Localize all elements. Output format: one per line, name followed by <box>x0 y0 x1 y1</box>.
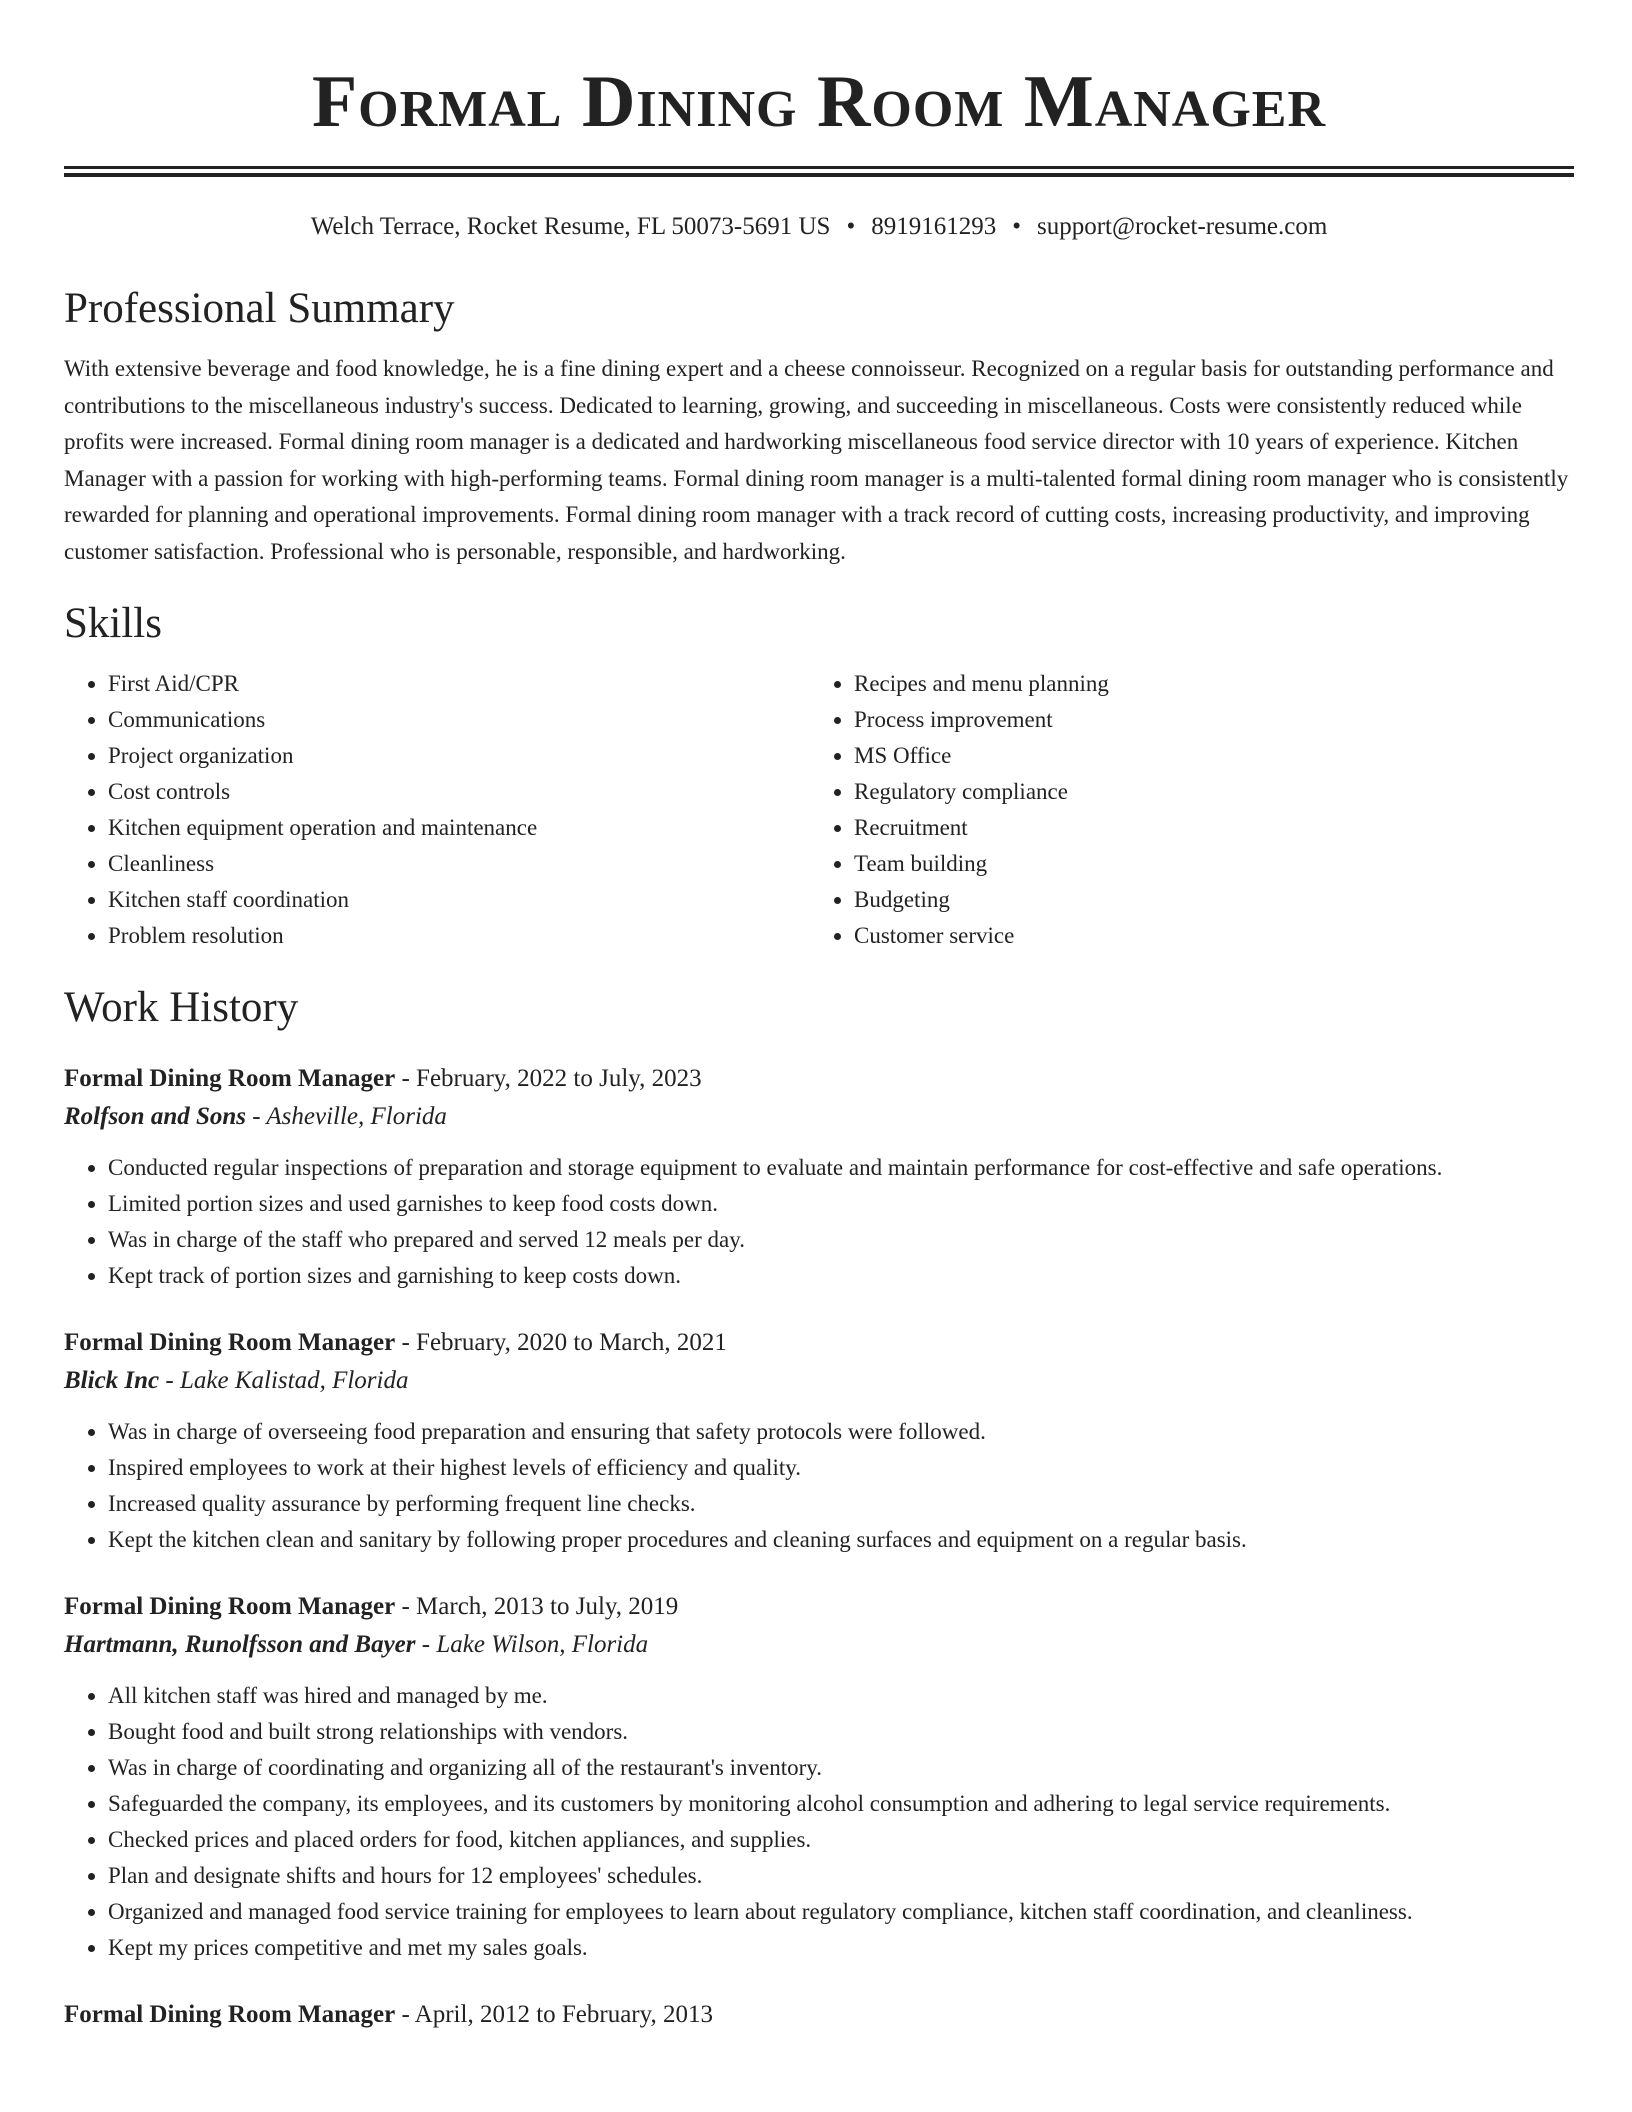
job-heading: Formal Dining Room Manager - February, 2022 to July, 2023 <box>64 1065 702 1092</box>
job-role: Formal Dining Room Manager <box>64 1065 396 1092</box>
contact-address: Welch Terrace, Rocket Resume, FL 50073-5691 US <box>310 213 831 240</box>
job-entry-1 <box>64 1060 1574 1294</box>
job-role: Formal Dining Room Manager <box>64 1329 396 1356</box>
section-title-work-history: Work History <box>64 984 299 1031</box>
job-bullet: • Organized and managed food service training for employees to learn about regulatory compliance, kitchen staff coordination, and cleanliness. <box>108 1894 1574 1930</box>
job-bullets <box>64 1414 1574 1558</box>
contact-phone: 8919161293 <box>871 213 997 240</box>
job-bullet: • Safeguarded the company, its employees, and its customers by monitoring alcohol consumption and adhering to legal service requirements. <box>108 1786 1574 1822</box>
job-dates: February, 2020 to March, 2021 <box>416 1329 727 1356</box>
job-company: Hartmann, Runolfsson and Bayer <box>64 1631 416 1658</box>
job-location: Lake Wilson, Florida <box>436 1631 649 1658</box>
job-dates: April, 2012 to February, 2013 <box>414 2001 714 2028</box>
skill-item: • Recipes and menu planning <box>854 666 1554 702</box>
job-entry-3 <box>64 1588 1574 1966</box>
job-location: Lake Kalistad, Florida <box>179 1367 409 1394</box>
contact-email: support@rocket-resume.com <box>1036 213 1328 240</box>
job-company-line: Blick Inc - Lake Kalistad, Florida <box>64 1367 409 1394</box>
job-company-line: Rolfson and Sons - Asheville, Florida <box>64 1103 447 1130</box>
job-bullet: • Kept track of portion sizes and garnishing to keep costs down. <box>108 1258 1574 1294</box>
header-double-rule <box>64 166 1574 177</box>
skill-item: • Budgeting <box>854 882 1554 918</box>
resume-name-heading: Formal Dining Room Manager <box>311 61 1327 143</box>
job-entry-4 <box>64 1996 1574 2034</box>
skill-item: • MS Office <box>854 738 1554 774</box>
skill-item: • Communications <box>108 702 808 738</box>
job-bullet: • Inspired employees to work at their highest levels of efficiency and quality. <box>108 1450 1574 1486</box>
job-bullet: • Was in charge of overseeing food preparation and ensuring that safety protocols were followed. <box>108 1414 1574 1450</box>
job-heading: Formal Dining Room Manager - March, 2013 to July, 2019 <box>64 1593 679 1620</box>
job-bullet: • Was in charge of coordinating and organizing all of the restaurant's inventory. <box>108 1750 1574 1786</box>
job-location: Asheville, Florida <box>266 1103 447 1130</box>
job-dates: February, 2022 to July, 2023 <box>416 1065 702 1092</box>
resume-page <box>64 0 1574 2034</box>
job-bullet: • All kitchen staff was hired and managed by me. <box>108 1678 1574 1714</box>
skill-item: • Customer service <box>854 918 1554 954</box>
section-title-skills: Skills <box>64 600 162 647</box>
skill-item: • First Aid/CPR <box>108 666 808 702</box>
skill-item: • Kitchen staff coordination <box>108 882 808 918</box>
skill-item: • Recruitment <box>854 810 1554 846</box>
summary-text: With extensive beverage and food knowledge, he is a fine dining expert and a cheese connoisseur. Recognized on a regular basis for outstanding performance and contributions to the miscellaneous industry's success. Dedicated to learning, growing, and succeeding in miscellaneous. Costs were consistently reduced while profits were increased. Formal dining room manager is a dedicated and hardworking miscellaneous food service director with 10 years of experience. Kitchen Manager with a passion for working with high-performing teams. Formal dining room manager is a multi-talented formal dining room manager who is consistently rewarded for planning and operational improvements. Formal dining room manager with a track record of cutting costs, increasing productivity, and improving customer satisfaction. Professional who is personable, responsible, and hardworking. <box>64 356 1569 564</box>
skill-item: • Process improvement <box>854 702 1554 738</box>
job-bullet: • Checked prices and placed orders for food, kitchen appliances, and supplies. <box>108 1822 1574 1858</box>
job-bullet: • Plan and designate shifts and hours for 12 employees' schedules. <box>108 1858 1574 1894</box>
skills-column-right <box>808 666 1554 954</box>
job-entry-2 <box>64 1324 1574 1558</box>
skills-column-left <box>64 666 808 954</box>
job-bullet: • Kept my prices competitive and met my sales goals. <box>108 1930 1574 1966</box>
skills-list <box>64 666 1574 954</box>
job-bullet: • Limited portion sizes and used garnishes to keep food costs down. <box>108 1186 1574 1222</box>
job-bullet: • Conducted regular inspections of preparation and storage equipment to evaluate and maintain performance for cost-effective and safe operations. <box>108 1150 1574 1186</box>
contact-separator: • <box>1012 213 1021 240</box>
job-role: Formal Dining Room Manager <box>64 1593 396 1620</box>
contact-separator: • <box>846 213 856 240</box>
job-company: Blick Inc <box>64 1367 160 1394</box>
job-company: Rolfson and Sons <box>64 1103 247 1130</box>
skill-item: • Project organization <box>108 738 808 774</box>
job-bullet: • Was in charge of the staff who prepared and served 12 meals per day. <box>108 1222 1574 1258</box>
job-bullets <box>64 1150 1574 1294</box>
skill-item: • Regulatory compliance <box>854 774 1554 810</box>
contact-line <box>64 211 1574 243</box>
job-bullet: • Bought food and built strong relationships with vendors. <box>108 1714 1574 1750</box>
job-heading: Formal Dining Room Manager - April, 2012 to February, 2013 <box>64 2001 714 2028</box>
job-dates: March, 2013 to July, 2019 <box>416 1593 679 1620</box>
skill-item: • Cost controls <box>108 774 808 810</box>
skill-item: • Kitchen equipment operation and maintenance <box>108 810 808 846</box>
section-title-summary: Professional Summary <box>64 285 455 332</box>
job-bullet: • Increased quality assurance by performing frequent line checks. <box>108 1486 1574 1522</box>
job-role: Formal Dining Room Manager <box>64 2001 396 2028</box>
job-heading: Formal Dining Room Manager - February, 2020 to March, 2021 <box>64 1329 727 1356</box>
job-bullet: • Kept the kitchen clean and sanitary by following proper procedures and cleaning surfaces and equipment on a regular basis. <box>108 1522 1574 1558</box>
job-bullets <box>64 1678 1574 1966</box>
skill-item: • Team building <box>854 846 1554 882</box>
job-company-line: Hartmann, Runolfsson and Bayer - Lake Wilson, Florida <box>64 1631 649 1658</box>
skill-item: • Cleanliness <box>108 846 808 882</box>
skill-item: • Problem resolution <box>108 918 808 954</box>
